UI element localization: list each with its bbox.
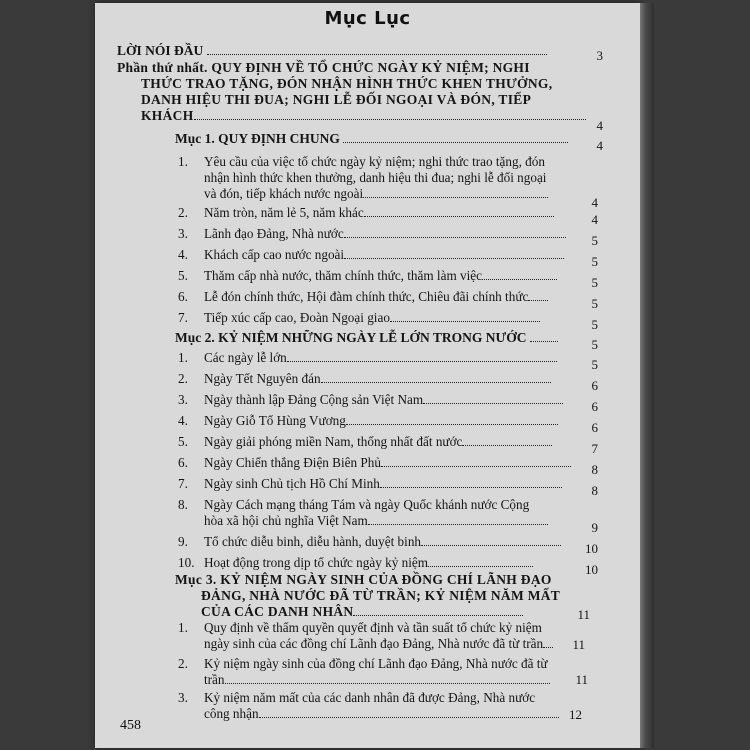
- toc-item: 8. Ngày Cách mạng tháng Tám và ngày Quốc khánh nước Cộng hòa xã hội chủ nghĩa Việt Nam: [178, 497, 548, 529]
- toc-page-number: 3: [596, 48, 603, 63]
- toc-part-heading: [117, 60, 586, 124]
- toc-section-heading-muc2: Mục 2. KỶ NIỆM NHỮNG NGÀY LỄ LỚN TRONG NƯỚC: [175, 330, 558, 346]
- toc-page-number: 10: [585, 541, 598, 556]
- dot-leader: [343, 132, 568, 143]
- toc-item: 3. Lãnh đạo Đảng, Nhà nước: [178, 226, 566, 242]
- toc-item: 3. Kỷ niệm năm mất của các danh nhân đã được Đảng, Nhà nước công nhận: [178, 690, 559, 722]
- toc-page-number: 11: [575, 672, 588, 687]
- toc-item: 2. Ngày Tết Nguyên đán: [178, 371, 551, 387]
- toc-page-number: 11: [577, 607, 590, 622]
- toc-item: [178, 154, 548, 202]
- toc-page-number: 12: [569, 707, 582, 722]
- toc-item: 5. Ngày giải phóng miền Nam, thống nhất đất nước: [178, 434, 552, 450]
- toc-entry-label: LỜI NÓI ĐẦU: [117, 43, 204, 58]
- toc-section-heading-muc3: Mục 3. KỶ NIỆM NGÀY SINH CỦA ĐỒNG CHÍ LÃNH ĐẠO ĐẢNG, NHÀ NƯỚC ĐÃ TỪ TRẦN; KỶ NIỆM NĂM MẤT CỦA CÁC DANH NHÂN: [175, 572, 561, 619]
- toc-page-number: 5: [591, 296, 598, 311]
- toc-item: 7. Tiếp xúc cấp cao, Đoàn Ngoại giao: [178, 310, 540, 326]
- toc-item: 7. Ngày sinh Chủ tịch Hồ Chí Minh: [178, 476, 562, 492]
- section-label: Mục 1. QUY ĐỊNH CHUNG: [175, 131, 340, 146]
- item-line: và đón, tiếp khách nước ngoài: [204, 186, 548, 202]
- item-line: Yêu cầu của việc tổ chức ngày kỷ niệm; nghi thức trao tặng, đón: [204, 154, 545, 169]
- toc-item: 10. Hoạt động trong dịp tổ chức ngày kỷ niệm: [178, 555, 533, 571]
- dot-leader: [207, 44, 547, 55]
- toc-section-heading-muc1: [175, 131, 568, 147]
- part-line: THỨC TRAO TẶNG, ĐÓN NHẬN HÌNH THỨC KHEN THƯỞNG,: [141, 76, 553, 91]
- toc-page-number: 5: [591, 357, 598, 372]
- toc-item: 1. Quy định về thẩm quyền quyết định và tần suất tổ chức kỷ niệm ngày sinh của các đồng chí Lãnh đạo Đảng, Nhà nước đã từ trần: [178, 620, 553, 652]
- item-line: nhận hình thức khen thưởng, danh hiệu thi đua; nghi lễ đối ngoại: [204, 170, 547, 185]
- toc-page-number: 6: [591, 399, 598, 414]
- part-line: Phần thứ nhất. QUY ĐỊNH VỀ TỔ CHỨC NGÀY KỶ NIỆM; NGHI: [117, 60, 530, 75]
- toc-page-number: 5: [591, 254, 598, 269]
- toc-page-number: 5: [591, 337, 598, 352]
- page-edge-shadow: [640, 3, 654, 748]
- toc-page-number: 9: [591, 520, 598, 535]
- toc-item: 3. Ngày thành lập Đảng Cộng sản Việt Nam: [178, 392, 563, 408]
- toc-page-number: 5: [591, 233, 598, 248]
- toc-item: 1. Các ngày lễ lớn: [178, 350, 557, 366]
- toc-item: 6. Lễ đón chính thức, Hội đàm chính thức, Chiêu đãi chính thức: [178, 289, 548, 305]
- page-title: Mục Lục: [324, 8, 411, 29]
- toc-page-number: 11: [572, 637, 585, 652]
- toc-page-number: 5: [591, 317, 598, 332]
- toc-page-number: 6: [591, 420, 598, 435]
- toc-entry-front: [117, 43, 547, 59]
- item-number: 1.: [178, 154, 188, 169]
- dot-leader: [194, 109, 586, 120]
- toc-page-number: 4: [596, 118, 603, 133]
- part-line: KHÁCH: [117, 108, 586, 124]
- toc-page-number: 8: [591, 483, 598, 498]
- toc-page-number: 7: [591, 441, 598, 456]
- toc-page-number: 4: [591, 212, 598, 227]
- toc-item: 4. Ngày Giỗ Tổ Hùng Vương: [178, 413, 558, 429]
- toc-page-number: 8: [591, 462, 598, 477]
- toc-item: 9. Tổ chức diễu binh, diễu hành, duyệt binh: [178, 534, 561, 550]
- toc-item: 2. Kỷ niệm ngày sinh của đồng chí Lãnh đạo Đảng, Nhà nước đã từ trần: [178, 656, 548, 687]
- part-line: DANH HIỆU THI ĐUA; NGHI LỄ ĐỐI NGOẠI VÀ ĐÓN, TIẾP: [141, 92, 532, 107]
- toc-page-number: 6: [591, 378, 598, 393]
- toc-item: 6. Ngày Chiến thắng Điện Biên Phủ: [178, 455, 571, 471]
- footer-page-number: 458: [120, 718, 141, 733]
- toc-page-number: 4: [591, 195, 598, 210]
- toc-item: 2. Năm tròn, năm lẻ 5, năm khác: [178, 205, 554, 221]
- toc-item: 5. Thăm cấp nhà nước, thăm chính thức, thăm làm việc: [178, 268, 557, 284]
- toc-page-number: 4: [596, 138, 603, 153]
- toc-page-number: 5: [591, 275, 598, 290]
- toc-page-number: 10: [585, 562, 598, 577]
- toc-item: 4. Khách cấp cao nước ngoài: [178, 247, 564, 263]
